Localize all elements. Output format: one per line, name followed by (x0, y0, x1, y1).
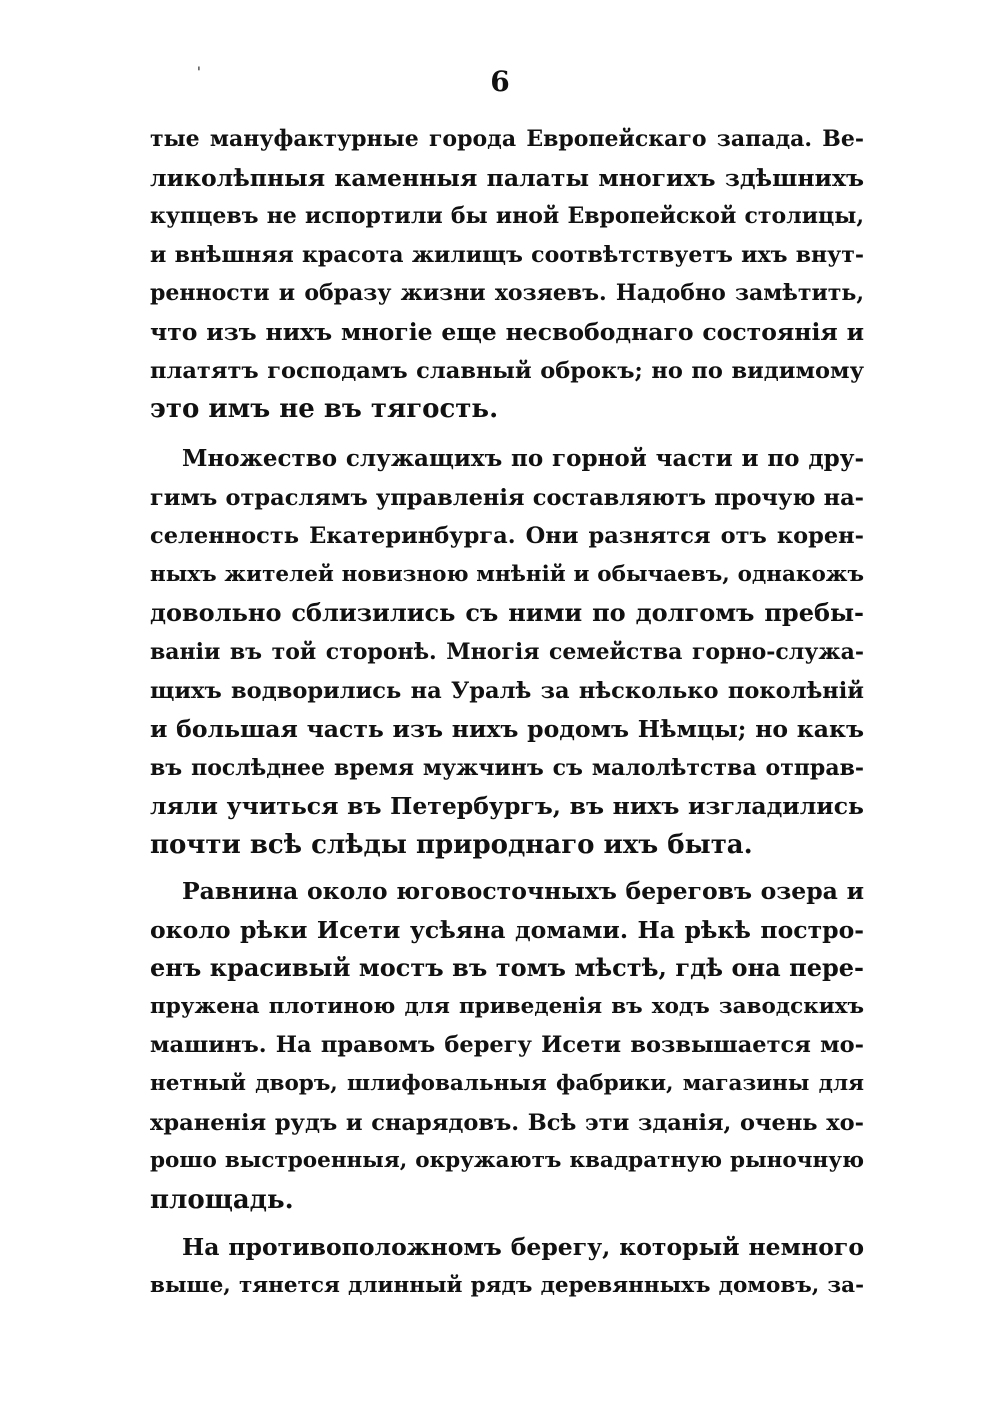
text-line: ваніи въ той сторонѣ. Многія семейства горно-служа- (150, 638, 864, 665)
text-line: и внѣшняя красота жилищъ соотвѣтствуетъ ихъ внут- (150, 241, 864, 268)
text-line: Равнина около юговосточныхъ береговъ озера и (182, 877, 864, 905)
text-line: нетный дворъ, шлифовальныя фабрики, магазины для (150, 1070, 864, 1096)
text-line: ляли учиться въ Петербургъ, въ нихъ изгладились (150, 792, 864, 821)
paragraph-4 (150, 1228, 864, 1305)
text-line: платятъ господамъ славный оброкъ; но по видимому (150, 357, 864, 384)
text-line: довольно сблизились съ ними по долгомъ пребы- (150, 598, 864, 628)
text-line: ныхъ жителей новизною мнѣній и обычаевъ, однакожъ (150, 561, 864, 587)
text-line: пружена плотиною для приведенія въ ходъ заводскихъ (150, 993, 864, 1019)
text-line: храненія рудъ и снарядовъ. Всѣ эти зданія, очень хо- (150, 1109, 864, 1136)
paragraph-2 (150, 440, 864, 865)
text-line: это имъ не въ тягость. (150, 394, 499, 425)
text-line: ликолѣпныя каменныя палаты многихъ здѣшнихъ (150, 163, 864, 192)
text-line: машинъ. На правомъ берегу Исети возвышается мо- (150, 1032, 864, 1059)
page-number: 6 (490, 65, 510, 98)
paragraph-3 (150, 872, 864, 1219)
text-line: что изъ нихъ многіе еще несвободнаго состоянія и (150, 317, 864, 346)
text-line: гимъ отраслямъ управленія составляютъ прочую на- (150, 484, 864, 511)
text-line: енъ красивый мостъ въ томъ мѣстѣ, гдѣ она пере- (150, 953, 864, 983)
text-line: ренности и образу жизни хозяевъ. Надобно замѣтить, (150, 280, 864, 307)
text-line: въ послѣднее время мужчинъ съ малолѣтства отправ- (150, 754, 864, 781)
text-line: и большая часть изъ нихъ родомъ Нѣмцы; но какъ (150, 715, 864, 744)
text-line: щихъ водворились на Уралѣ за нѣсколько поколѣній (150, 677, 864, 704)
text-line: рошо выстроенныя, окружаютъ квадратную рыночную (150, 1148, 864, 1174)
text-line: почти всѣ слѣды природнаго ихъ быта. (150, 829, 753, 860)
print-speck: ' (197, 65, 201, 81)
text-line: селенность Екатеринбурга. Они разнятся отъ корен- (150, 523, 864, 550)
paragraph-1 (150, 120, 864, 429)
text-line: около рѣки Исети усѣяна домами. На рѣкѣ постро- (150, 915, 864, 944)
text-line: купцевъ не испортили бы иной Европейской столицы, (150, 203, 864, 230)
text-line: выше, тянется длинный рядъ деревянныхъ домовъ, за- (150, 1272, 864, 1298)
text-line: тые мануфактурные города Европейскаго запада. Ве- (150, 126, 864, 152)
text-line: На противоположномъ берегу, который немного (182, 1233, 864, 1261)
text-line: Множество служащихъ по горной части и по дру- (182, 445, 864, 472)
text-line: площадь. (150, 1184, 294, 1215)
